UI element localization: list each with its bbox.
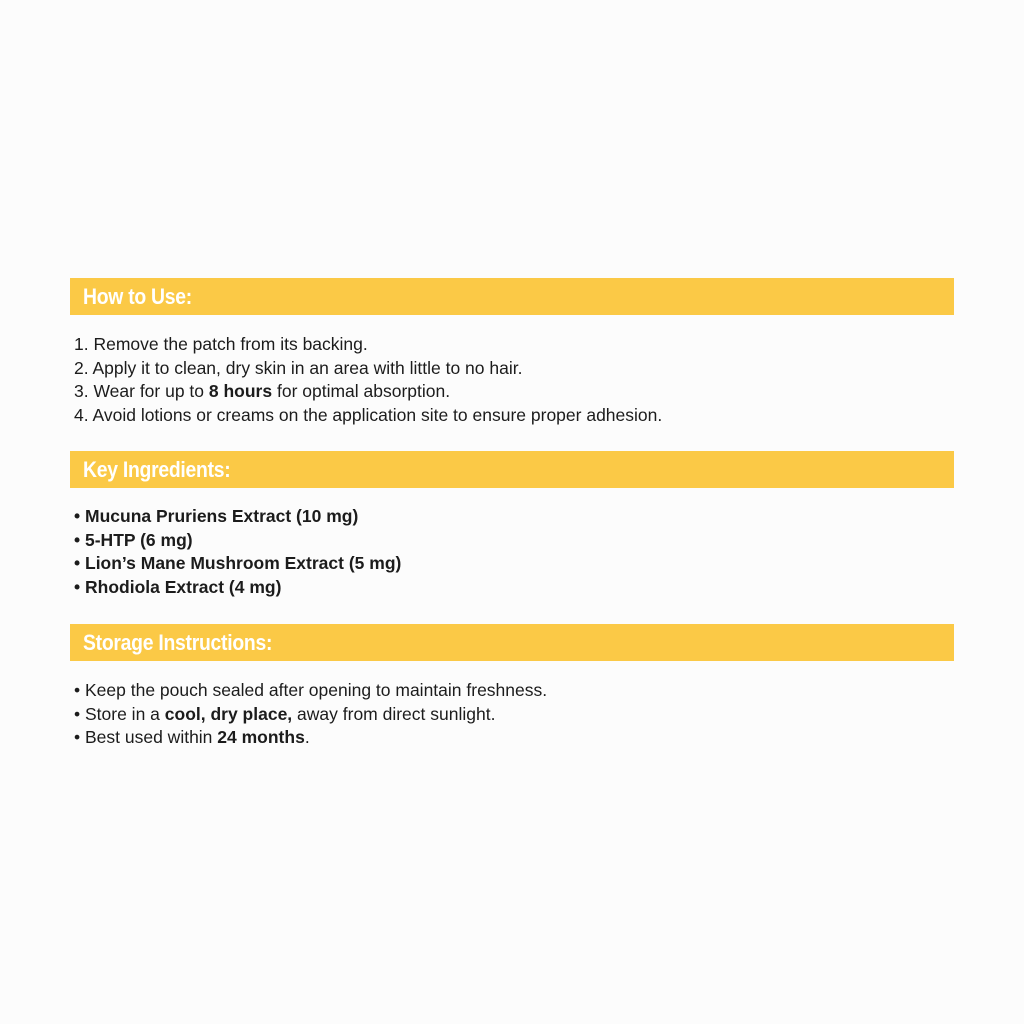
key-ingredients-header [70, 451, 954, 488]
storage-instructions-header [70, 624, 954, 661]
ingredient-2: 5-HTP (6 mg) [85, 529, 193, 550]
list-item [74, 576, 401, 600]
list-item [74, 703, 547, 727]
list-item [74, 333, 662, 357]
how-to-use-header [70, 278, 954, 315]
step-2-text: 2. Apply it to clean, dry skin in an area with little to no hair. [74, 357, 523, 378]
storage-2-post: away from direct sunlight. [292, 703, 496, 724]
bullet: • [74, 553, 85, 574]
list-item [74, 726, 547, 750]
storage-3-post: . [304, 727, 310, 748]
storage-2-pre: • Store in a [74, 703, 165, 724]
step-3-post: for optimal absorption. [272, 381, 451, 402]
list-item [74, 529, 401, 553]
list-item [74, 552, 401, 576]
storage-instructions-list [74, 679, 547, 750]
how-to-use-steps [74, 333, 662, 427]
storage-2-bold: cool, dry place, [164, 703, 293, 724]
step-3-bold: 8 hours [208, 381, 273, 402]
list-item [74, 357, 662, 381]
ingredient-3: Lion’s Mane Mushroom Extract (5 mg) [85, 553, 402, 574]
list-item [74, 380, 662, 404]
bullet: • [74, 529, 85, 550]
storage-3-pre: • Best used within [74, 727, 218, 748]
bullet: • [74, 576, 85, 597]
ingredient-1: Mucuna Pruriens Extract (10 mg) [85, 506, 359, 526]
ingredient-4: Rhodiola Extract (4 mg) [85, 576, 282, 597]
step-3-pre: 3. Wear for up to [74, 381, 209, 402]
step-4-text: 4. Avoid lotions or creams on the application site to ensure proper adhesion. [74, 404, 663, 425]
storage-1-text: • Keep the pouch sealed after opening to maintain freshness. [74, 680, 548, 700]
how-to-use-title: How to Use: [83, 284, 192, 309]
list-item [74, 505, 401, 529]
list-item [74, 679, 547, 703]
storage-3-bold: 24 months [217, 727, 305, 748]
key-ingredients-list [74, 505, 401, 599]
key-ingredients-title: Key Ingredients: [83, 457, 231, 482]
bullet: • [74, 506, 85, 526]
step-1-text: 1. Remove the patch from its backing. [74, 334, 368, 354]
storage-instructions-title: Storage Instructions: [83, 630, 273, 655]
list-item [74, 404, 662, 428]
